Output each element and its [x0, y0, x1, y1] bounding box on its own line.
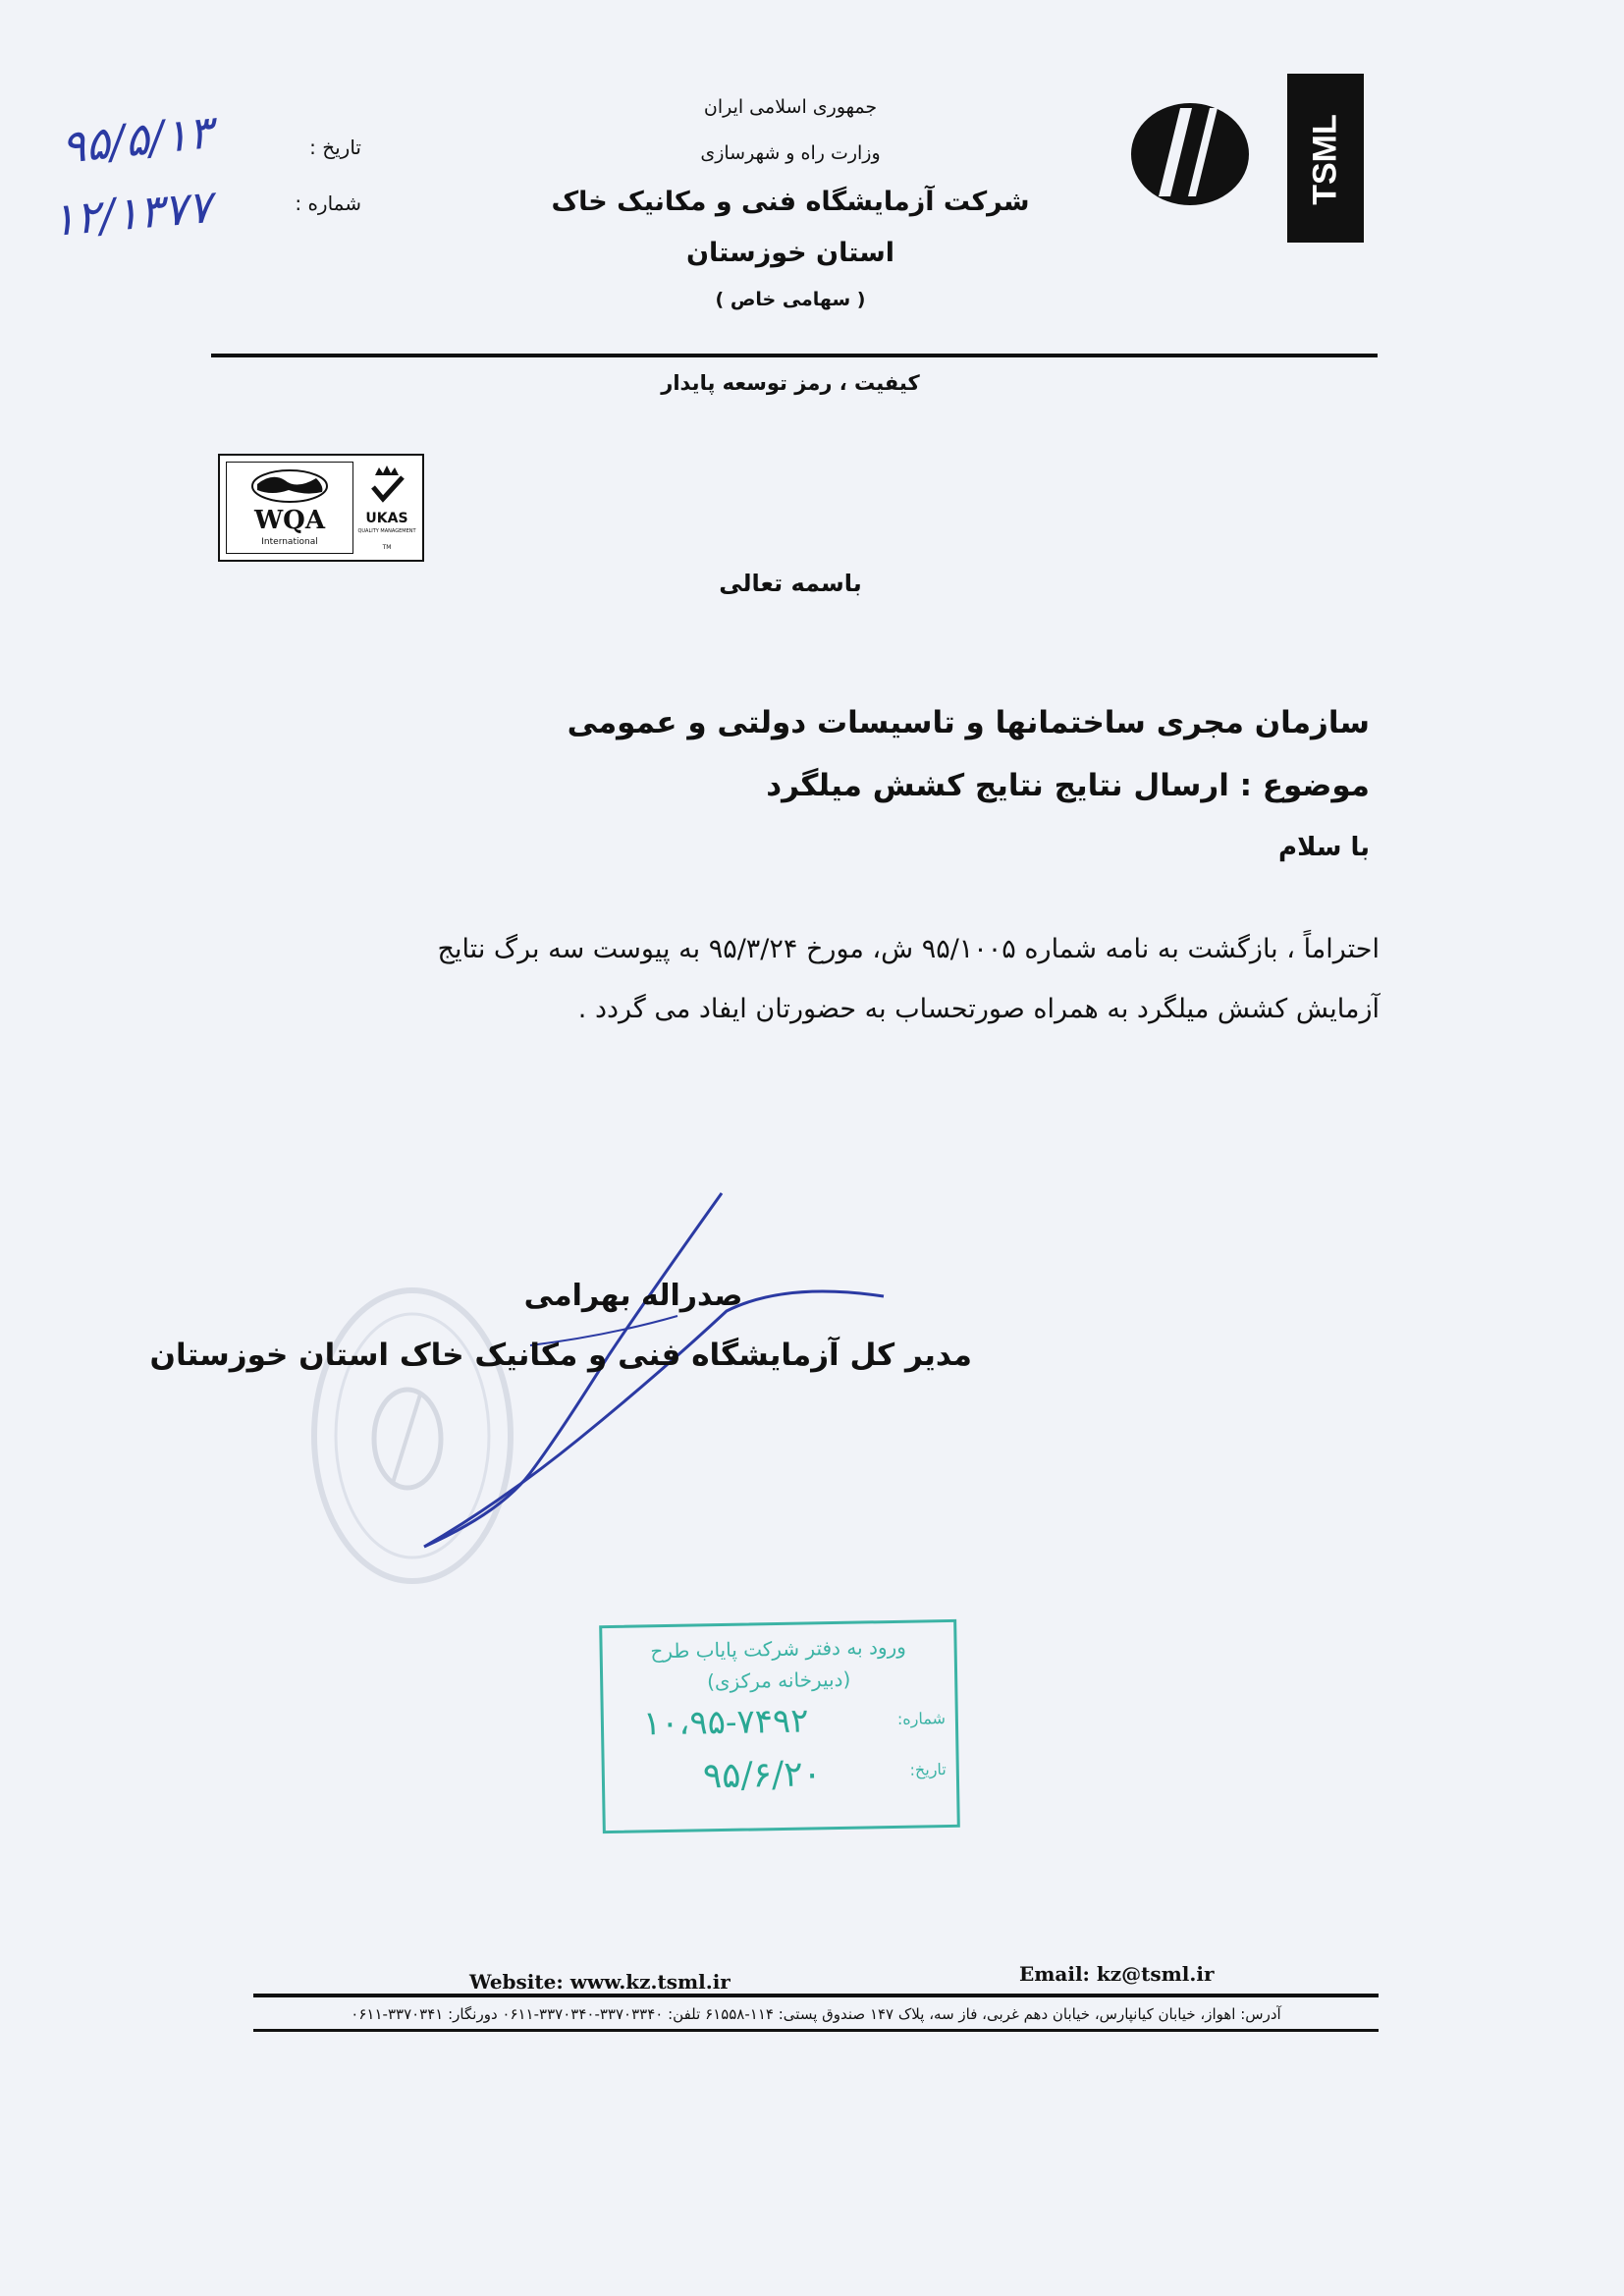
slogan: کیفیت ، رمز توسعه پایدار: [661, 371, 920, 395]
number-label: شماره :: [295, 191, 361, 215]
globe-icon: [228, 466, 352, 506]
signature-stroke-icon: [412, 1188, 903, 1561]
handwritten-number: ۱۲/۱۳۷۷: [48, 179, 214, 247]
ukas-text: UKAS: [365, 511, 408, 526]
tm-mark: TM: [382, 544, 392, 551]
body-line-1: احتراماً ، بازگشت به نامه شماره ۹۵/۱۰۰۵ ش، مورخ ۹۵/۳/۲۴ به پیوست سه برگ نتایج: [437, 934, 1380, 964]
tsml-logo-box: [1287, 74, 1364, 243]
handwritten-date: ۹۵/۵/۱۳: [58, 105, 215, 174]
wqa-box: [226, 462, 353, 554]
signer-title: مدیر کل آزمایشگاه فنی و مکانیک خاک استان خوزستان: [149, 1338, 972, 1373]
invocation: باسمه تعالی: [719, 570, 862, 597]
tsml-emblem-icon: [1129, 98, 1252, 211]
stamp-subtitle: (دبیرخانه مرکزی): [706, 1667, 851, 1694]
header-company: شرکت آزمایشگاه فنی و مکانیک خاک: [551, 187, 1030, 217]
header-ministry: وزارت راه و شهرسازی: [700, 142, 881, 164]
certification-badge: [218, 454, 424, 562]
stamp-number-value: ۱۰،۹۵-۷۴۹۲: [642, 1701, 809, 1744]
receipt-stamp: [599, 1619, 960, 1833]
wqa-text: WQA: [253, 506, 326, 535]
recipient: سازمان مجری ساختمانها و تاسیسات دولتی و عمومی: [567, 705, 1370, 740]
ukas-box: [357, 462, 416, 552]
stamp-number-label: شماره:: [896, 1709, 947, 1728]
tsml-logo-text: TSML: [1306, 114, 1344, 205]
stamp-date-label: تاریخ:: [909, 1760, 947, 1779]
body-line-2: آزمایش کشش میلگرد به همراه صورتحساب به حضورتان ایفاد می گردد .: [577, 994, 1380, 1024]
header-republic: جمهوری اسلامی ایران: [703, 96, 878, 118]
footer-divider-bottom: [253, 2029, 1379, 2032]
stamp-title: ورود به دفتر شرکت پایاب طرح: [650, 1634, 907, 1664]
header-divider: [211, 354, 1378, 357]
header-province: استان خوزستان: [685, 238, 895, 268]
date-label: تاریخ :: [309, 136, 361, 159]
subject: موضوع : ارسال نتایج نتایج کشش میلگرد: [766, 768, 1370, 803]
crown-check-icon: [357, 464, 416, 509]
header-company-type: ( سهامی خاص ): [715, 289, 866, 310]
footer-address: آدرس: اهواز، خیابان کیانپارس، خیابان دهم غربی، فاز سه، پلاک ۱۴۷ صندوق پستی: ۱۱۴-۶۱۵۵۸ تلفن: ۳۳۷۰۳۳۴۰-۳۳۷۰۳۴۰-۰۶۱۱ دورنگار: ۳۳۷۰۳۴۱-۰۶۱۱: [351, 2005, 1281, 2023]
footer-website: Website: www.kz.tsml.ir: [469, 1970, 731, 1994]
stamp-date-value: ۹۵/۶/۲۰: [702, 1754, 823, 1797]
ukas-subtext: QUALITY MANAGEMENT: [357, 528, 416, 534]
footer-divider-top: [253, 1994, 1379, 1997]
wqa-subtext: International: [261, 537, 318, 547]
signer-name: صدراله بهرامی: [523, 1279, 743, 1313]
footer-email: Email: kz@tsml.ir: [1019, 1962, 1215, 1986]
greeting: با سلام: [1278, 833, 1370, 862]
